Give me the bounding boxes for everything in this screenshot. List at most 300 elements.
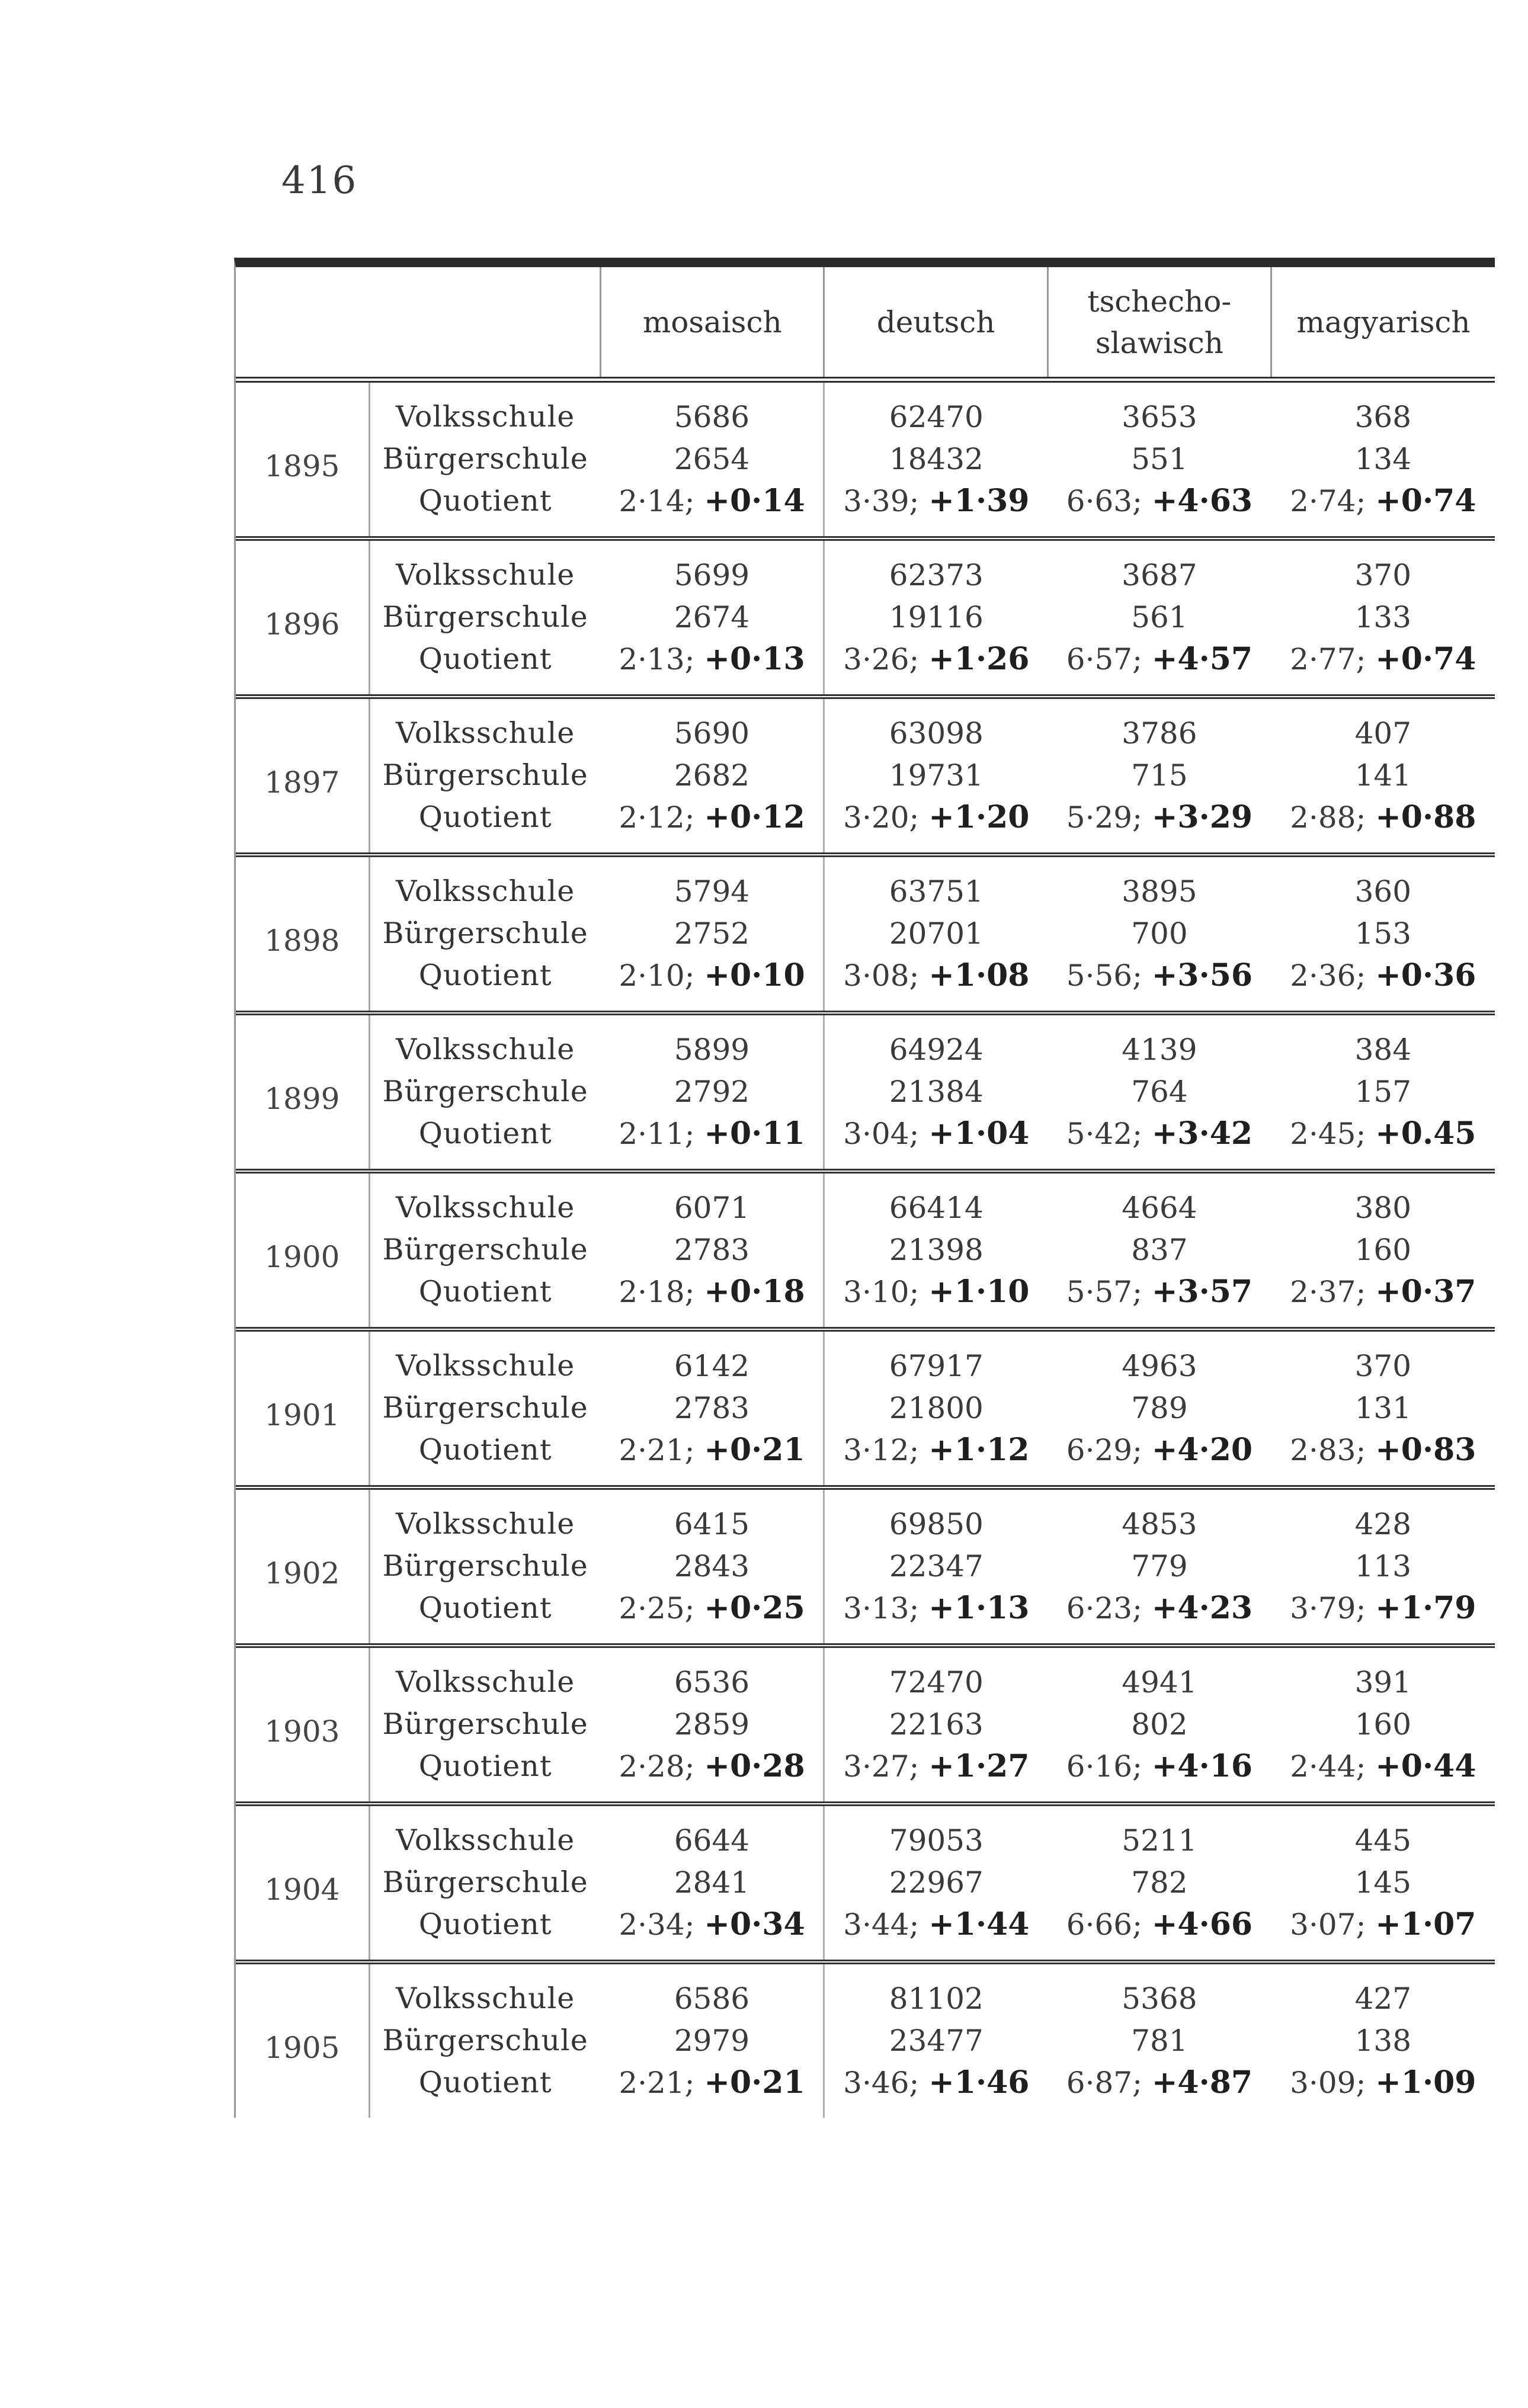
row-label-buergerschule: Bürgerschule: [382, 1075, 588, 1108]
table-row: [236, 2019, 1495, 2061]
row-label-volksschule: Volksschule: [395, 558, 575, 592]
quotient-cell: [824, 1745, 1048, 1804]
quotient-value: 2·83;: [1290, 1433, 1366, 1467]
volksschule-cell: 6415: [674, 1506, 750, 1541]
quotient-value: 6·23;: [1066, 1591, 1142, 1625]
quotient-cell: [1271, 796, 1495, 855]
buergerschule-cell: 2841: [674, 1865, 750, 1900]
quotient-cell: [824, 638, 1048, 697]
quotient-cell: [1048, 1745, 1271, 1804]
quotient-cell: [1271, 1903, 1495, 1962]
buergerschule-cell: 141: [1354, 758, 1412, 793]
quotient-difference: +3·42: [1151, 1115, 1253, 1152]
column-header: tschecho- slawisch: [1048, 267, 1271, 380]
quotient-value: 2·88;: [1290, 800, 1366, 835]
volksschule-cell: 427: [1354, 1981, 1412, 2016]
quotient-cell: [601, 1903, 824, 1962]
quotient-cell: [824, 1429, 1048, 1487]
quotient-cell: [1048, 1271, 1271, 1329]
quotient-value: 5·56;: [1066, 958, 1142, 993]
year-cell: 1898: [236, 855, 369, 1013]
quotient-cell: [1048, 1429, 1271, 1487]
table-row: [236, 1387, 1495, 1429]
quotient-difference: +3·57: [1151, 1274, 1253, 1310]
quotient-cell: [1271, 2061, 1495, 2118]
quotient-value: 3·26;: [843, 642, 920, 676]
quotient-difference: +1·09: [1375, 2064, 1476, 2101]
quotient-cell: [601, 1587, 824, 1646]
volksschule-cell: 384: [1354, 1032, 1412, 1067]
buergerschule-cell: 23477: [824, 2019, 1048, 2061]
quotient-value: 2·10;: [619, 958, 695, 993]
row-label-buergerschule: Bürgerschule: [382, 1865, 588, 1899]
table-row: [236, 438, 1495, 480]
row-label-volksschule: Volksschule: [395, 716, 575, 750]
year-cell: 1904: [236, 1804, 369, 1962]
quotient-value: 6·16;: [1066, 1749, 1142, 1784]
row-label-quotient: Quotient: [418, 2066, 552, 2099]
row-label-quotient: Quotient: [369, 1271, 600, 1329]
row-label-volksschule: Volksschule: [395, 1033, 575, 1066]
buergerschule-cell: 715: [1131, 758, 1188, 793]
quotient-cell: [1048, 1903, 1271, 1962]
buergerschule-cell: 781: [1131, 2023, 1188, 2058]
quotient-value: 5·29;: [1066, 800, 1142, 835]
quotient-value: 6·87;: [1066, 2066, 1142, 2100]
table-row: [236, 1646, 1495, 1703]
buergerschule-cell: 134: [1354, 441, 1412, 476]
table-row: [236, 1329, 1495, 1387]
quotient-value: 2·36;: [1290, 958, 1366, 993]
row-label-volksschule: Volksschule: [395, 1349, 575, 1383]
volksschule-cell: 66414: [824, 1171, 1048, 1229]
table-row: [236, 754, 1495, 796]
volksschule-cell: 69850: [824, 1487, 1048, 1545]
quotient-value: 2·21;: [619, 1433, 695, 1467]
table-row: [236, 1171, 1495, 1229]
buergerschule-cell: 779: [1131, 1548, 1188, 1583]
buergerschule-cell: 133: [1354, 599, 1412, 634]
volksschule-cell: 72470: [824, 1646, 1048, 1703]
quotient-difference: +0·36: [1375, 957, 1476, 993]
buergerschule-cell: 2979: [674, 2023, 750, 2058]
buergerschule-cell: 700: [1131, 916, 1188, 951]
quotient-value: 2·25;: [619, 1591, 695, 1625]
quotient-cell: [1048, 954, 1271, 1013]
quotient-difference: +0·14: [704, 483, 805, 519]
table-row: [236, 697, 1495, 754]
table-row: [236, 1487, 1495, 1545]
quotient-cell: [601, 796, 824, 855]
quotient-value: 2·45;: [1290, 1117, 1366, 1151]
quotient-cell: [1048, 480, 1271, 538]
quotient-difference: +4·57: [1151, 641, 1253, 677]
quotient-difference: +0.45: [1375, 1115, 1476, 1152]
quotient-difference: +1·12: [928, 1432, 1030, 1468]
quotient-cell: [601, 1112, 824, 1171]
buergerschule-cell: 2654: [674, 441, 750, 476]
row-label-buergerschule: Bürgerschule: [382, 442, 588, 476]
volksschule-cell: 6142: [674, 1348, 750, 1383]
table-row: [236, 1112, 1495, 1171]
table-row: [236, 1013, 1495, 1070]
table-row: [236, 1271, 1495, 1329]
quotient-value: 2·74;: [1290, 484, 1366, 518]
volksschule-cell: 445: [1354, 1823, 1412, 1858]
quotient-cell: [1048, 638, 1271, 697]
year-cell: 1895: [236, 380, 369, 538]
row-label-quotient: Quotient: [369, 1429, 600, 1487]
volksschule-cell: 6586: [674, 1981, 750, 2016]
table-row: [236, 855, 1495, 912]
quotient-difference: +1·44: [928, 1906, 1030, 1942]
quotient-value: 3·13;: [843, 1591, 920, 1625]
quotient-value: 3·79;: [1290, 1591, 1366, 1625]
year-cell: 1899: [236, 1013, 369, 1171]
year-cell: 1897: [236, 697, 369, 855]
quotient-difference: +1·10: [928, 1274, 1030, 1310]
quotient-cell: [601, 638, 824, 697]
quotient-value: 2·11;: [619, 1117, 695, 1151]
quotient-value: 2·14;: [619, 484, 695, 518]
buergerschule-cell: 22967: [824, 1861, 1048, 1903]
quotient-difference: +0·83: [1375, 1432, 1476, 1468]
volksschule-cell: 67917: [824, 1329, 1048, 1387]
year-cell: 1903: [236, 1646, 369, 1804]
quotient-difference: +1·26: [928, 641, 1030, 677]
quotient-cell: [824, 1903, 1048, 1962]
quotient-value: 3·07;: [1290, 1907, 1366, 1942]
buergerschule-cell: 21384: [824, 1070, 1048, 1112]
quotient-cell: [601, 1271, 824, 1329]
quotient-difference: +1·13: [928, 1590, 1030, 1626]
row-label-buergerschule: Bürgerschule: [382, 2024, 588, 2057]
table-row: [236, 596, 1495, 638]
quotient-value: 2·37;: [1290, 1275, 1366, 1309]
row-label-quotient: Quotient: [369, 638, 600, 697]
buergerschule-cell: 145: [1354, 1865, 1412, 1900]
volksschule-cell: 407: [1354, 716, 1412, 751]
page-number: 416: [281, 159, 358, 203]
row-label-buergerschule: Bürgerschule: [382, 1391, 588, 1425]
volksschule-cell: 81102: [824, 1962, 1048, 2019]
quotient-value: 3·04;: [843, 1117, 920, 1151]
buergerschule-cell: 157: [1354, 1074, 1412, 1109]
buergerschule-cell: 2783: [674, 1390, 750, 1425]
quotient-cell: [824, 954, 1048, 1013]
row-label-quotient: Quotient: [369, 480, 600, 538]
quotient-difference: +4·20: [1151, 1432, 1253, 1468]
buergerschule-cell: 2674: [674, 599, 750, 634]
row-label-volksschule: Volksschule: [395, 1191, 575, 1224]
quotient-difference: +1·08: [928, 957, 1030, 993]
quotient-difference: +0·21: [704, 2064, 805, 2101]
quotient-difference: +0·74: [1375, 483, 1476, 519]
buergerschule-cell: 21398: [824, 1229, 1048, 1271]
quotient-difference: +0·28: [704, 1748, 805, 1784]
buergerschule-cell: 2792: [674, 1074, 750, 1109]
volksschule-cell: 370: [1354, 557, 1412, 592]
table-row: [236, 1861, 1495, 1903]
quotient-difference: +0·21: [704, 1432, 805, 1468]
buergerschule-cell: 113: [1354, 1548, 1412, 1583]
quotient-cell: [1048, 1587, 1271, 1646]
table-row: [236, 1962, 1495, 2019]
buergerschule-cell: 20701: [824, 912, 1048, 954]
volksschule-cell: 3653: [1122, 399, 1197, 434]
quotient-cell: [601, 2061, 824, 2118]
quotient-value: 3·46;: [843, 2066, 920, 2100]
quotient-difference: +3·29: [1151, 799, 1253, 835]
volksschule-cell: 5368: [1122, 1981, 1197, 2016]
table-row: [236, 380, 1495, 438]
buergerschule-cell: 782: [1131, 1865, 1188, 1900]
table-row: [236, 1587, 1495, 1646]
quotient-cell: [1048, 1112, 1271, 1171]
volksschule-cell: 5686: [674, 399, 750, 434]
quotient-cell: [1271, 1587, 1495, 1646]
row-label-volksschule: Volksschule: [395, 874, 575, 908]
buergerschule-cell: 160: [1354, 1707, 1412, 1742]
buergerschule-cell: 160: [1354, 1232, 1412, 1267]
quotient-value: 5·57;: [1066, 1275, 1142, 1309]
buergerschule-cell: 2859: [674, 1707, 750, 1742]
quotient-difference: +1·27: [928, 1748, 1030, 1784]
row-label-buergerschule: Bürgerschule: [382, 758, 588, 792]
row-label-quotient: Quotient: [369, 1745, 600, 1804]
quotient-value: 3·08;: [843, 958, 920, 993]
quotient-cell: [1271, 1271, 1495, 1329]
volksschule-cell: 4139: [1122, 1032, 1197, 1067]
buergerschule-cell: 22347: [824, 1545, 1048, 1587]
quotient-difference: +0·10: [704, 957, 805, 993]
buergerschule-cell: 837: [1131, 1232, 1188, 1267]
buergerschule-cell: 131: [1354, 1390, 1412, 1425]
table-body: [236, 380, 1495, 2118]
quotient-difference: +1·39: [928, 483, 1030, 519]
row-label-buergerschule: Bürgerschule: [382, 916, 588, 950]
quotient-difference: +4·63: [1151, 483, 1253, 519]
table-row: [236, 796, 1495, 855]
quotient-difference: +1·20: [928, 799, 1030, 835]
quotient-difference: +0·13: [704, 641, 805, 677]
quotient-difference: +0·34: [704, 1906, 805, 1942]
volksschule-cell: 391: [1354, 1665, 1412, 1700]
buergerschule-cell: 764: [1131, 1074, 1188, 1109]
table-row: [236, 912, 1495, 954]
year-cell: 1900: [236, 1171, 369, 1329]
quotient-cell: [1271, 954, 1495, 1013]
row-label-buergerschule: Bürgerschule: [382, 1549, 588, 1583]
quotient-difference: +0·44: [1375, 1748, 1476, 1784]
year-cell: 1901: [236, 1329, 369, 1487]
row-label-quotient: Quotient: [369, 1587, 600, 1646]
volksschule-cell: 4853: [1122, 1506, 1197, 1541]
table-row: [236, 2061, 1495, 2118]
table-row: [236, 1903, 1495, 1962]
quotient-cell: [824, 480, 1048, 538]
row-label-quotient: Quotient: [369, 796, 600, 855]
buergerschule-cell: 561: [1131, 599, 1188, 634]
quotient-value: 2·21;: [619, 2066, 695, 2100]
table-row: [236, 1070, 1495, 1112]
buergerschule-cell: 19116: [824, 596, 1048, 638]
quotient-difference: +0·37: [1375, 1274, 1476, 1310]
volksschule-cell: 6644: [674, 1823, 750, 1858]
quotient-value: 3·44;: [843, 1907, 920, 1942]
row-label-volksschule: Volksschule: [395, 1507, 575, 1541]
buergerschule-cell: 789: [1131, 1390, 1188, 1425]
volksschule-cell: 370: [1354, 1348, 1412, 1383]
year-cell: 1896: [236, 538, 369, 697]
volksschule-cell: 428: [1354, 1506, 1412, 1541]
quotient-value: 3·12;: [843, 1433, 920, 1467]
volksschule-cell: 5794: [674, 874, 750, 909]
quotient-cell: [601, 1745, 824, 1804]
quotient-difference: +0·11: [704, 1115, 805, 1152]
table-row: [236, 1703, 1495, 1745]
quotient-cell: [601, 1429, 824, 1487]
quotient-value: 2·13;: [619, 642, 695, 676]
quotient-cell: [1048, 2061, 1271, 2118]
quotient-value: 2·12;: [619, 800, 695, 835]
buergerschule-cell: 138: [1354, 2023, 1412, 2058]
quotient-difference: +1·79: [1375, 1590, 1476, 1626]
buergerschule-cell: 18432: [824, 438, 1048, 480]
buergerschule-cell: 551: [1131, 441, 1188, 476]
row-label-volksschule: Volksschule: [395, 1665, 575, 1699]
quotient-cell: [824, 2061, 1048, 2118]
quotient-value: 6·63;: [1066, 484, 1142, 518]
buergerschule-cell: 19731: [824, 754, 1048, 796]
volksschule-cell: 3687: [1122, 557, 1197, 592]
table-row: [236, 1745, 1495, 1804]
quotient-difference: +1·07: [1375, 1906, 1476, 1942]
volksschule-cell: 5699: [674, 557, 750, 592]
quotient-cell: [1271, 480, 1495, 538]
volksschule-cell: 3895: [1122, 874, 1197, 909]
quotient-difference: +0·25: [704, 1590, 805, 1626]
row-label-volksschule: Volksschule: [395, 1981, 575, 2015]
table-row: [236, 1429, 1495, 1487]
volksschule-cell: 5690: [674, 716, 750, 751]
quotient-difference: +1·46: [928, 2064, 1030, 2101]
quotient-value: 5·42;: [1066, 1117, 1142, 1151]
table-row: [236, 954, 1495, 1013]
quotient-value: 3·20;: [843, 800, 920, 835]
quotient-value: 2·18;: [619, 1275, 695, 1309]
column-header: mosaisch: [601, 267, 824, 380]
quotient-cell: [824, 1271, 1048, 1329]
volksschule-cell: 79053: [824, 1804, 1048, 1861]
quotient-cell: [1271, 638, 1495, 697]
buergerschule-cell: 21800: [824, 1387, 1048, 1429]
header-year-blank: [236, 267, 369, 380]
row-label-buergerschule: Bürgerschule: [382, 600, 588, 634]
row-label-buergerschule: Bürgerschule: [382, 1233, 588, 1266]
quotient-cell: [601, 480, 824, 538]
volksschule-cell: 5899: [674, 1032, 750, 1067]
buergerschule-cell: 2682: [674, 758, 750, 793]
volksschule-cell: 3786: [1122, 716, 1197, 751]
volksschule-cell: 62373: [824, 538, 1048, 596]
volksschule-cell: 63751: [824, 855, 1048, 912]
quotient-value: 3·39;: [843, 484, 920, 518]
volksschule-cell: 4941: [1122, 1665, 1197, 1700]
volksschule-cell: 368: [1354, 399, 1412, 434]
volksschule-cell: 380: [1354, 1190, 1412, 1225]
table-row: [236, 638, 1495, 697]
quotient-value: 3·27;: [843, 1749, 920, 1784]
quotient-cell: [601, 954, 824, 1013]
quotient-value: 6·29;: [1066, 1433, 1142, 1467]
row-label-quotient: Quotient: [369, 1112, 600, 1171]
buergerschule-cell: 802: [1131, 1707, 1188, 1742]
quotient-difference: +0·12: [704, 799, 805, 835]
quotient-difference: +3·56: [1151, 957, 1253, 993]
quotient-difference: +0·18: [704, 1274, 805, 1310]
volksschule-cell: 64924: [824, 1013, 1048, 1070]
quotient-value: 2·44;: [1290, 1749, 1366, 1784]
row-label-volksschule: Volksschule: [395, 1823, 575, 1857]
column-header: deutsch: [824, 267, 1048, 380]
quotient-cell: [1271, 1112, 1495, 1171]
quotient-difference: +0·74: [1375, 641, 1476, 677]
volksschule-cell: 6536: [674, 1665, 750, 1700]
header-kind-blank: [369, 267, 600, 380]
quotient-cell: [1271, 1745, 1495, 1804]
volksschule-cell: 6071: [674, 1190, 750, 1225]
volksschule-cell: 62470: [824, 380, 1048, 438]
quotient-value: 6·66;: [1066, 1907, 1142, 1942]
quotient-cell: [1271, 1429, 1495, 1487]
table-row: [236, 1545, 1495, 1587]
volksschule-cell: 4963: [1122, 1348, 1197, 1383]
quotient-difference: +4·23: [1151, 1590, 1253, 1626]
buergerschule-cell: 2752: [674, 916, 750, 951]
quotient-cell: [824, 796, 1048, 855]
table-row: [236, 1229, 1495, 1271]
table-row: [236, 1804, 1495, 1861]
year-cell: 1902: [236, 1487, 369, 1646]
volksschule-cell: 5211: [1122, 1823, 1197, 1858]
row-label-volksschule: Volksschule: [395, 400, 575, 434]
quotient-value: 6·57;: [1066, 642, 1142, 676]
statistics-table: [234, 258, 1495, 2118]
buergerschule-cell: 22163: [824, 1703, 1048, 1745]
quotient-value: 2·77;: [1290, 642, 1366, 676]
column-header: magyarisch: [1271, 267, 1495, 380]
year-cell: 1905: [236, 1962, 369, 2118]
quotient-difference: +0·88: [1375, 799, 1476, 835]
quotient-difference: +4·87: [1151, 2064, 1253, 2101]
quotient-difference: +4·66: [1151, 1906, 1253, 1942]
buergerschule-cell: 2843: [674, 1548, 750, 1583]
quotient-value: 3·09;: [1290, 2066, 1366, 2100]
row-label-quotient: Quotient: [369, 954, 600, 1013]
volksschule-cell: 63098: [824, 697, 1048, 754]
quotient-cell: [824, 1587, 1048, 1646]
volksschule-cell: 4664: [1122, 1190, 1197, 1225]
buergerschule-cell: 153: [1354, 916, 1412, 951]
row-label-buergerschule: Bürgerschule: [382, 1707, 588, 1741]
table-row: [236, 538, 1495, 596]
quotient-value: 3·10;: [843, 1275, 920, 1309]
table-header-row: [236, 267, 1495, 380]
quotient-cell: [824, 1112, 1048, 1171]
quotient-difference: +4·16: [1151, 1748, 1253, 1784]
row-label-quotient: Quotient: [369, 1903, 600, 1962]
